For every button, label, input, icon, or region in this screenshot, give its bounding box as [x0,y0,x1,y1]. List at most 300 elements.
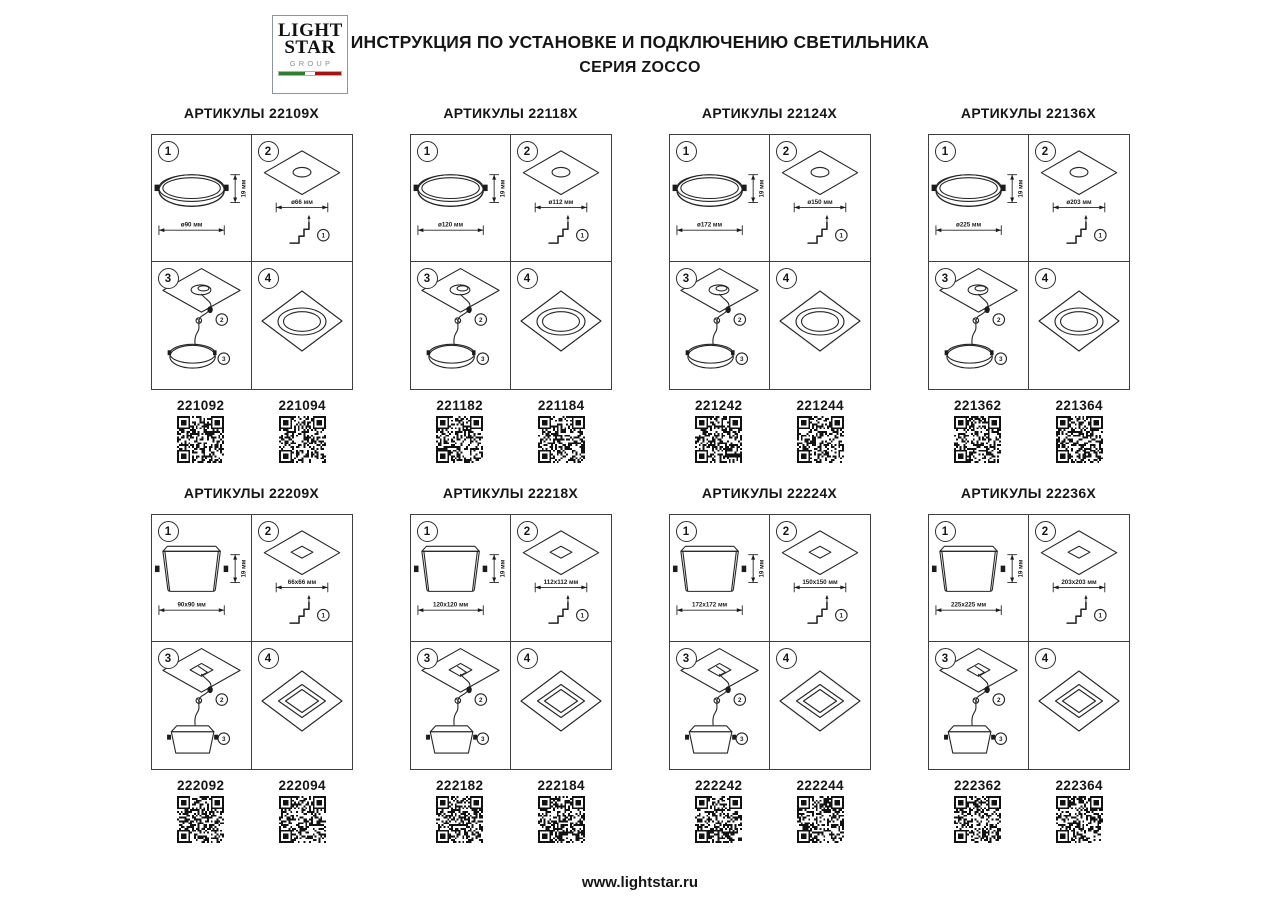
round-fixture-below [685,344,734,368]
svg-text:1: 1 [580,612,584,620]
article-panel [409,105,612,463]
ceiling-panel [521,671,601,731]
step-number-badge [517,141,538,162]
height-dimension [1007,175,1024,203]
circled-marker-2 [475,314,486,325]
svg-text:1: 1 [839,232,843,240]
round-fixture-side-view [413,175,487,207]
article-number: 222362 [954,778,1002,793]
instruction-steps-grid [928,514,1130,770]
step-2-cell [1029,515,1129,642]
circled-marker-2 [993,314,1004,325]
round-cutout-hole [293,167,311,177]
svg-text:ø112 мм: ø112 мм [548,198,573,206]
round-fixture-below [944,344,993,368]
qr-box [511,416,613,463]
flag-red-segment [315,72,341,75]
square-cutout-hole [291,546,313,558]
svg-text:3: 3 [480,355,485,363]
square-fixture-side-view [413,546,486,591]
circled-marker-1 [835,229,847,241]
installed-square-fixture [796,685,843,718]
svg-text:19 мм: 19 мм [499,179,507,198]
page-subtitle: СЕРИЯ ZOCCO [579,59,701,76]
step-number: 3 [423,652,431,665]
footer [0,874,1280,891]
step-number-badge [1035,521,1056,542]
qr-code [436,416,483,463]
qr-code [1056,796,1103,843]
power-wire [712,674,730,724]
circled-marker-2 [734,694,745,705]
qr-codes-row [668,796,871,843]
step-2-cell [770,515,870,642]
ceiling-panel [1039,291,1119,351]
svg-text:66x66 мм: 66x66 мм [287,578,316,586]
step-3-cell [929,642,1029,769]
article-number: 221184 [537,398,585,413]
circled-marker-3 [995,733,1006,744]
svg-text:150x150 мм: 150x150 мм [801,578,838,586]
article-panel [927,105,1130,463]
step-number: 4 [264,652,272,665]
article-panel [668,105,871,463]
article-numbers-row [409,778,612,793]
article-panel [409,485,612,843]
circled-marker-1 [576,229,588,241]
svg-text:2: 2 [737,696,742,704]
step-number-badge [158,141,179,162]
step-number-badge [517,521,538,542]
svg-text:1: 1 [321,612,325,620]
step-number-badge [417,521,438,542]
height-dimension [1007,555,1024,583]
height-dimension [748,555,765,583]
qr-box [409,416,511,463]
width-dimension [935,602,1000,615]
step-number: 2 [523,145,531,158]
step-4-cell [770,642,870,769]
step-number: 1 [941,525,949,538]
qr-code [177,796,224,843]
qr-box [150,416,252,463]
svg-text:19 мм: 19 мм [1017,179,1025,198]
article-number: 221092 [177,398,225,413]
qr-box [1029,796,1131,843]
step-3-cell [411,642,511,769]
svg-text:3: 3 [221,735,226,743]
step-number: 3 [682,652,690,665]
article-numbers-row [668,778,871,793]
power-wire [712,294,730,344]
step-number: 4 [523,272,531,285]
circled-marker-1 [317,229,329,241]
step-4-cell [511,262,611,389]
qr-code [436,796,483,843]
svg-text:2: 2 [478,316,483,324]
svg-text:3: 3 [739,735,744,743]
step-2-cell [252,515,352,642]
round-fixture-side-view [931,175,1005,207]
installed-round-fixture [278,308,326,335]
qr-code [279,796,326,843]
step-number-badge [776,521,797,542]
qr-code [954,416,1001,463]
step-number: 1 [423,145,431,158]
step-4-cell [252,642,352,769]
step-number: 1 [941,145,949,158]
step-number-badge [258,521,279,542]
svg-text:19 мм: 19 мм [499,559,507,578]
svg-text:3: 3 [998,355,1003,363]
circled-marker-2 [475,694,486,705]
article-number: 221242 [695,398,743,413]
qr-code [177,416,224,463]
ceiling-panel [1039,671,1119,731]
article-number: 222092 [177,778,225,793]
article-number: 221362 [954,398,1002,413]
svg-text:2: 2 [996,316,1001,324]
ceiling-panel [262,671,342,731]
article-numbers-row [927,778,1130,793]
article-numbers-row [150,398,353,413]
step-number-badge [258,141,279,162]
circled-marker-1 [1094,609,1106,621]
qr-codes-row [150,796,353,843]
power-wire [971,674,989,724]
step-number: 4 [782,272,790,285]
instruction-steps-grid [669,514,871,770]
step-number: 2 [1041,525,1049,538]
height-dimension [230,175,247,203]
step-number-badge [676,648,697,669]
step-number: 3 [941,652,949,665]
article-numbers-row [668,398,871,413]
step-number-badge [258,268,279,289]
wire-connector [466,686,471,693]
panel-title: АРТИКУЛЫ 22224X [701,485,838,501]
square-fixture-side-view [672,546,745,591]
step-number: 4 [523,652,531,665]
ceiling-panel [780,291,860,351]
step-number-badge [517,648,538,669]
step-number-badge [258,648,279,669]
qr-code [1056,416,1103,463]
wire-connector [725,306,730,313]
qr-code [538,416,585,463]
instruction-steps-grid [928,134,1130,390]
step-number: 3 [682,272,690,285]
width-dimension [417,222,482,235]
round-hole-with-wire [709,285,729,295]
step-1-cell [152,515,252,642]
step-1-cell [670,515,770,642]
qr-code [954,796,1001,843]
step-number: 1 [423,525,431,538]
step-number: 1 [682,525,690,538]
qr-codes-row [927,796,1130,843]
qr-codes-row [150,416,353,463]
wire-connector [207,686,212,693]
installed-round-fixture [1055,308,1103,335]
step-number-badge [776,141,797,162]
wire-connector [207,306,212,313]
square-fixture-below [944,726,995,753]
cutout-dimension [1053,199,1105,212]
step-2-cell [1029,135,1129,262]
instruction-steps-grid [151,514,353,770]
spring-clip-icon [808,595,828,623]
step-number-badge [517,268,538,289]
power-wire [453,674,471,724]
svg-text:1: 1 [580,232,584,240]
step-number-badge [158,648,179,669]
article-numbers-row [409,398,612,413]
article-panel [668,485,871,843]
qr-code [695,416,742,463]
width-dimension [417,602,482,615]
instruction-steps-grid [151,134,353,390]
article-number: 222242 [695,778,743,793]
circled-marker-2 [993,694,1004,705]
instruction-steps-grid [410,514,612,770]
height-dimension [230,555,247,583]
svg-text:2: 2 [737,316,742,324]
cutout-dimension [276,199,328,212]
svg-text:19 мм: 19 мм [758,559,766,578]
spring-clip-icon [549,595,569,623]
square-fixture-side-view [154,546,227,591]
logo-text-light: LIGHT [278,20,343,41]
step-number: 2 [264,525,272,538]
article-number: 221182 [436,398,484,413]
qr-code [279,416,326,463]
installed-square-fixture [537,685,584,718]
step-number-badge [1035,141,1056,162]
square-fixture-side-view [931,546,1004,591]
circled-marker-1 [835,609,847,621]
panel-title: АРТИКУЛЫ 22236X [960,485,1097,501]
wire-connector [984,306,989,313]
step-number: 2 [782,525,790,538]
step-2-cell [511,135,611,262]
circled-marker-3 [218,353,229,364]
step-number-badge [676,521,697,542]
article-number: 221244 [796,398,844,413]
step-number: 1 [164,145,172,158]
article-panel [927,485,1130,843]
qr-box [770,796,872,843]
step-4-cell [1029,642,1129,769]
installed-square-fixture [1055,685,1102,718]
step-number: 4 [1041,652,1049,665]
step-number: 3 [423,272,431,285]
step-4-cell [1029,262,1129,389]
svg-text:2: 2 [219,696,224,704]
ceiling-panel [521,291,601,351]
circled-marker-2 [216,694,227,705]
step-1-cell [670,135,770,262]
step-number-badge [776,268,797,289]
panel-title: АРТИКУЛЫ 22109X [183,105,320,121]
spring-clip-icon [290,595,310,623]
qr-box [511,796,613,843]
title-block [0,0,1280,77]
qr-codes-row [409,416,612,463]
qr-codes-row [927,416,1130,463]
step-2-cell [252,135,352,262]
article-panel [150,485,353,843]
svg-text:90x90 мм: 90x90 мм [176,601,206,609]
step-number: 4 [782,652,790,665]
circled-marker-3 [218,733,229,744]
article-numbers-row [927,398,1130,413]
qr-code [538,796,585,843]
power-wire [194,294,212,344]
svg-text:172x172 мм: 172x172 мм [691,601,727,609]
page-title: ИНСТРУКЦИЯ ПО УСТАНОВКЕ И ПОДКЛЮЧЕНИЮ СВЕТИЛЬНИКА [350,32,930,52]
svg-text:1: 1 [321,232,325,240]
article-number: 222094 [278,778,326,793]
square-fixture-below [426,726,477,753]
website-url: www.lightstar.ru [581,874,699,891]
cutout-dimension [535,199,587,212]
step-4-cell [770,262,870,389]
step-number: 2 [264,145,272,158]
step-number-badge [676,141,697,162]
step-2-cell [511,515,611,642]
step-4-cell [511,642,611,769]
power-wire [971,294,989,344]
article-number: 221364 [1055,398,1103,413]
step-number: 4 [1041,272,1049,285]
height-dimension [489,555,506,583]
round-fixture-side-view [154,175,228,207]
step-number: 3 [164,652,172,665]
square-fixture-below [685,726,736,753]
qr-box [409,796,511,843]
step-number: 3 [164,272,172,285]
round-fixture-below [426,344,475,368]
qr-box [927,416,1029,463]
width-dimension [158,222,223,235]
svg-text:1: 1 [839,612,843,620]
spring-clip-icon [290,215,310,243]
square-cutout-hole [1068,546,1090,558]
header [0,0,1280,100]
cutout-dimension [794,199,846,212]
step-number: 1 [682,145,690,158]
article-number: 221094 [278,398,326,413]
spring-clip-icon [549,215,569,243]
step-1-cell [152,135,252,262]
qr-code [797,796,844,843]
circled-marker-1 [1094,229,1106,241]
qr-code [797,416,844,463]
round-fixture-below [167,344,216,368]
step-4-cell [252,262,352,389]
step-3-cell [670,642,770,769]
svg-text:2: 2 [219,316,224,324]
step-number: 2 [782,145,790,158]
circled-marker-3 [736,733,747,744]
qr-code [695,796,742,843]
square-fixture-below [167,726,218,753]
power-wire [194,674,212,724]
cutout-dimension [794,579,846,592]
qr-codes-row [668,416,871,463]
qr-box [668,796,770,843]
svg-text:3: 3 [221,355,226,363]
installed-round-fixture [796,308,844,335]
circled-marker-2 [734,314,745,325]
step-1-cell [411,135,511,262]
step-number-badge [417,648,438,669]
panel-title: АРТИКУЛЫ 22209X [183,485,320,501]
round-cutout-hole [1070,167,1088,177]
ceiling-panel [780,671,860,731]
svg-text:1: 1 [1098,232,1102,240]
wire-connector [725,686,730,693]
flag-white-segment [305,72,315,75]
panels-grid [0,105,1280,843]
width-dimension [158,602,223,615]
step-2-cell [770,135,870,262]
step-number: 1 [164,525,172,538]
spring-clip-icon [1067,595,1087,623]
svg-text:112x112 мм: 112x112 мм [543,578,578,586]
svg-text:ø172 мм: ø172 мм [696,221,722,229]
circled-marker-2 [216,314,227,325]
svg-text:120x120 мм: 120x120 мм [432,601,468,609]
circled-marker-3 [477,353,488,364]
logo-text-star: STAR [284,37,336,58]
qr-box [770,416,872,463]
installed-square-fixture [278,685,325,718]
step-number: 4 [264,272,272,285]
svg-text:3: 3 [739,355,744,363]
circled-marker-1 [317,609,329,621]
round-hole-with-wire [450,285,470,295]
article-panel [150,105,353,463]
step-number-badge [158,521,179,542]
step-3-cell [152,642,252,769]
italian-flag-bar [278,71,342,76]
width-dimension [676,222,741,235]
qr-box [150,796,252,843]
svg-text:3: 3 [480,735,485,743]
ceiling-panel [262,291,342,351]
spring-clip-icon [808,215,828,243]
round-hole-with-wire [968,285,988,295]
step-3-cell [670,262,770,389]
step-number-badge [935,268,956,289]
article-number: 222244 [796,778,844,793]
step-1-cell [411,515,511,642]
article-number: 222182 [436,778,484,793]
width-dimension [935,222,1000,235]
step-number-badge [935,521,956,542]
svg-text:2: 2 [478,696,483,704]
step-number: 3 [941,272,949,285]
step-number-badge [417,268,438,289]
svg-text:19 мм: 19 мм [240,559,248,578]
qr-box [252,796,354,843]
step-number-badge [776,648,797,669]
svg-text:ø120 мм: ø120 мм [437,221,463,229]
article-numbers-row [150,778,353,793]
svg-text:ø90 мм: ø90 мм [180,221,202,229]
